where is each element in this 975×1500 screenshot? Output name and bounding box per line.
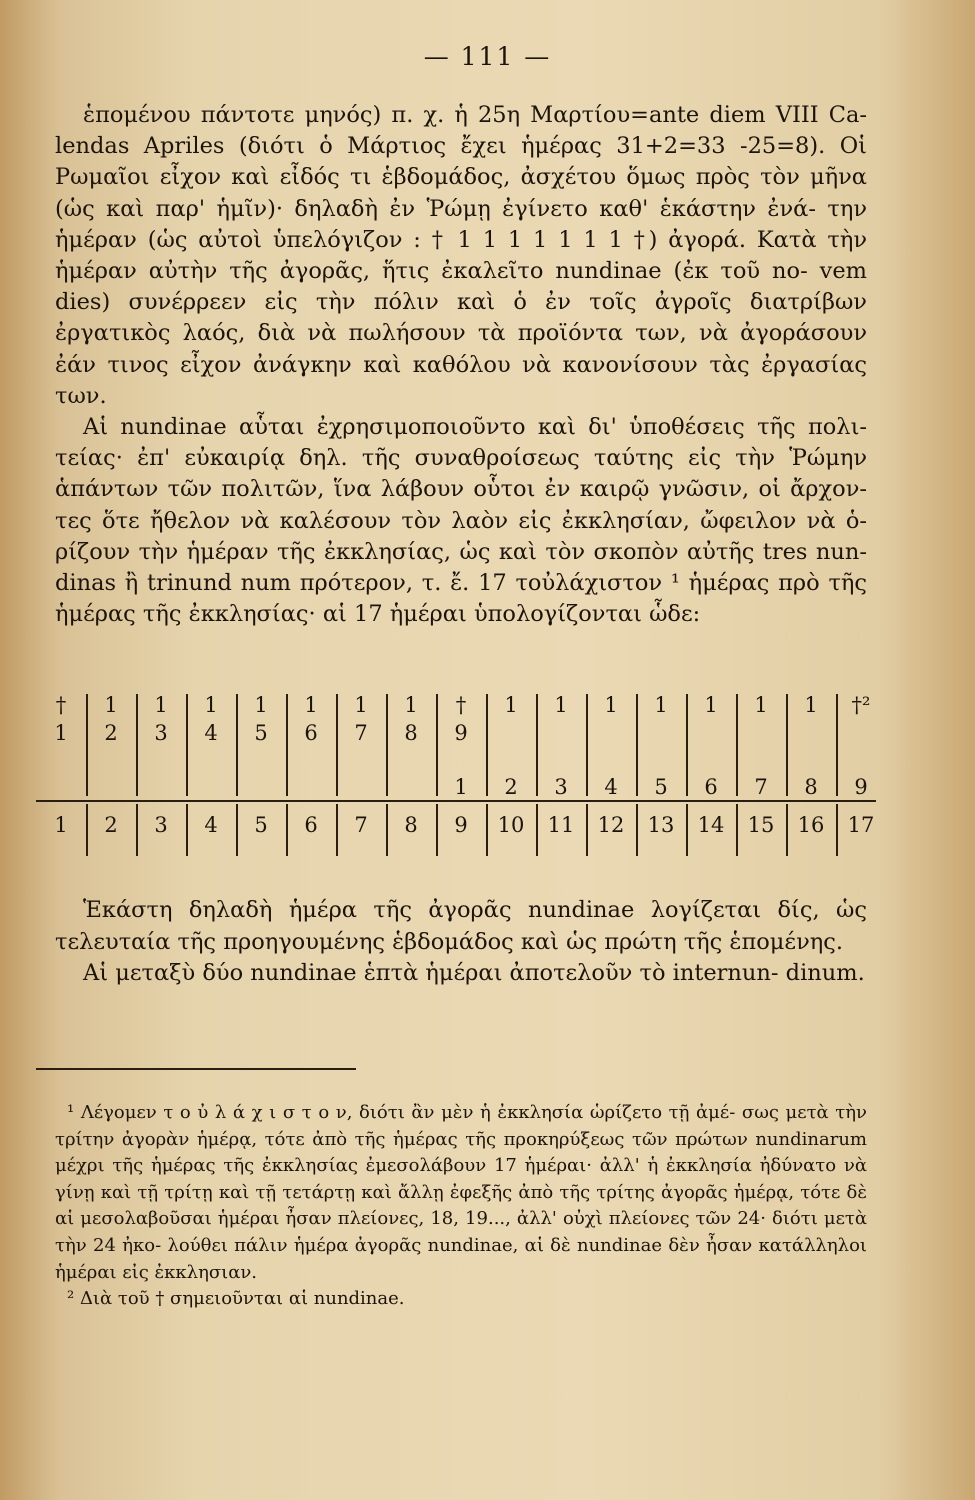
text-line: ¹ Λέγομεν τ ο ὐ λ ά χ ι σ τ ο ν, διότι ἂν μὲν ἡ ἐκκλησία ὡρίζετο τῇ ἀμέ- xyxy=(67,1102,736,1123)
text-line: ἁπάντων τῶν πολιτῶν, ἵνα λάβουν οὗτοι ἐν καιρῷ γνῶσιν, οἱ ἄρχον- xyxy=(55,476,867,503)
row-second-count xyxy=(36,772,876,802)
after-table-text xyxy=(55,895,867,990)
calendar-cell: 3 xyxy=(154,813,168,837)
calendar-cell: 1 xyxy=(304,693,318,717)
calendar-cell: 1 xyxy=(804,693,818,717)
column-divider xyxy=(786,694,788,796)
calendar-cell: 1 xyxy=(754,693,768,717)
text-line: ἡμέραι· ἀλλ' ἡ ἐκκλησία ἠδύνατο νὰ γίνῃ καὶ τῇ τρίτῃ καὶ τῇ τετάρτῃ καὶ xyxy=(55,1155,867,1203)
column-divider xyxy=(286,804,288,856)
row-day-numbers xyxy=(36,810,876,840)
text-line: ἐάν τινος εἶχον ἀνάγκην καὶ καθόλου νὰ κανονίσουν τὰς ἐργασίας των. xyxy=(55,351,867,409)
text-line: lendas Apriles (διότι ὁ Μάρτιος ἔχει ἡμέρας 31+2=33 -25=8). xyxy=(55,133,826,160)
calendar-cell: 1 xyxy=(454,775,468,799)
column-divider xyxy=(236,804,238,856)
column-divider xyxy=(136,804,138,856)
calendar-cell: 1 xyxy=(554,693,568,717)
calendar-cell: † xyxy=(55,693,67,717)
calendar-cell: 3 xyxy=(154,721,168,745)
column-divider xyxy=(236,694,238,796)
column-divider xyxy=(686,694,688,796)
row-first-count xyxy=(36,718,876,748)
calendar-cell: 16 xyxy=(797,813,825,837)
paragraph-roman-week xyxy=(55,100,867,412)
calendar-cell: 9 xyxy=(454,813,468,837)
column-divider xyxy=(786,804,788,856)
calendar-cell: 2 xyxy=(104,721,118,745)
calendar-cell: 1 xyxy=(104,693,118,717)
text-line: ἡμέραι εἰς ἐκκλησιαν. xyxy=(55,1261,258,1283)
column-divider xyxy=(286,694,288,796)
calendar-cell: 6 xyxy=(304,721,318,745)
column-divider xyxy=(536,694,538,796)
calendar-cell: 4 xyxy=(204,721,218,745)
column-divider xyxy=(86,694,88,796)
text-line: ² Διὰ τοῦ † σημειοῦνται αἱ nundinae. xyxy=(67,1288,405,1310)
text-line: τῶν πρώτων nundinarum μέχρι τῆς ἡμέρας τῆς ἐκκλησίας ἐμεσολάβουν 17 xyxy=(55,1128,867,1177)
paragraph-internundinum xyxy=(55,958,867,990)
text-line: vem dies) συνέρρεεν εἰς τὴν πόλιν καὶ ὁ ἐν τοῖς ἀγροῖς διατρίβων xyxy=(55,258,868,316)
row-divider xyxy=(36,800,876,802)
footnote-2 xyxy=(55,1286,867,1313)
text-line: Ἑκάστη δηλαδὴ ἡμέρα τῆς ἀγορᾶς nundinae λογίζεται δίς, ὡς xyxy=(83,897,867,923)
column-divider xyxy=(486,804,488,856)
text-line: τὴν ἡμέραν αὐτὴν τῆς ἀγορᾶς, ἥτις ἐκαλεῖτο nundinae (ἐκ τοῦ no- xyxy=(55,226,867,285)
calendar-cell: 1 xyxy=(204,693,218,717)
calendar-cell: 13 xyxy=(647,813,675,837)
calendar-cell: 1 xyxy=(404,693,418,717)
calendar-cell: 11 xyxy=(547,813,575,837)
calendar-cell: 1 xyxy=(704,693,718,717)
calendar-cell: 6 xyxy=(304,813,318,837)
calendar-cell: 9 xyxy=(854,775,868,799)
calendar-cell: 10 xyxy=(497,813,525,837)
text-line: dinas ἢ trinund num πρότερον, τ. ἔ. 17 τοὐλάχιστον ¹ ἡμέρας πρὸ xyxy=(55,570,820,597)
calendar-cell: 5 xyxy=(254,813,268,837)
column-divider xyxy=(836,804,838,856)
text-line: ἦσαν πλείονες, 18, 19..., ἀλλ' οὐχὶ πλείονες τῶν 24· διότι μετὰ τὴν 24 ἠκο- xyxy=(55,1208,868,1256)
text-line: τες ὅτε ἤθελον νὰ καλέσουν τὸν λαὸν εἰς ἐκκλησίαν, ὤφειλον νὰ ὁ- xyxy=(55,507,867,534)
text-line: τῆς ἡμέρας τῆς ἐκκλησίας· αἱ 17 ἡμέραι ὑπολογίζονται ὧδε: xyxy=(55,570,868,628)
calendar-cell: † xyxy=(455,693,467,717)
column-divider xyxy=(336,804,338,856)
column-divider xyxy=(336,694,338,796)
column-divider xyxy=(186,804,188,856)
text-line: Αἱ μεταξὺ δύο nundinae ἑπτὰ ἡμέραι ἀποτελοῦν τὸ internun- xyxy=(83,960,779,986)
calendar-cell: 1 xyxy=(154,693,168,717)
text-line: τελευταία τῆς προηγουμένης ἑβδομάδος καὶ ὡς πρώτη τῆς ἑπομένης. xyxy=(55,928,843,955)
column-divider xyxy=(136,694,138,796)
page-number: — 111 — xyxy=(423,42,552,71)
calendar-grid xyxy=(36,690,876,860)
calendar-cell: 4 xyxy=(604,775,618,799)
calendar-cell: †² xyxy=(851,693,871,717)
text-line: Οἱ Ρωμαῖοι εἶχον καὶ εἶδός τι ἑβδομάδος, ἀσχέτου ὅμως πρὸς τὸν xyxy=(55,133,867,191)
calendar-cell: 7 xyxy=(354,813,368,837)
column-divider xyxy=(836,694,838,796)
calendar-cell: 4 xyxy=(204,813,218,837)
column-divider xyxy=(86,804,88,856)
footnotes xyxy=(55,1100,867,1313)
calendar-cell: 1 xyxy=(504,693,518,717)
footnote-1 xyxy=(55,1100,867,1286)
calendar-cell: 8 xyxy=(404,721,418,745)
calendar-cell: 5 xyxy=(254,721,268,745)
column-divider xyxy=(536,804,538,856)
text-line: σως μετὰ τὴν τρίτην ἀγορὰν ἡμέρᾳ, τότε ἀπὸ τῆς ἡμέρας τῆς προκηρύξεως xyxy=(55,1102,867,1150)
calendar-cell: 17 xyxy=(847,813,875,837)
calendar-cell: 12 xyxy=(597,813,625,837)
column-divider xyxy=(436,694,438,796)
calendar-cell: 15 xyxy=(747,813,775,837)
calendar-cell: 9 xyxy=(454,721,468,745)
column-divider xyxy=(386,694,388,796)
calendar-cell: 7 xyxy=(354,721,368,745)
calendar-cell: 1 xyxy=(654,693,668,717)
column-divider xyxy=(586,804,588,856)
paragraph-market-day xyxy=(55,895,867,958)
column-divider xyxy=(486,694,488,796)
column-divider xyxy=(436,804,438,856)
text-line: ἄλλῃ ἐφεξῆς ἀπὸ τῆς τρίτης ἀγορᾶς ἡμέρᾳ, τότε δὲ αἱ μεσολαβοῦσαι ἡμέραι xyxy=(55,1181,867,1230)
calendar-cell: 1 xyxy=(604,693,618,717)
paragraph-nundinae xyxy=(55,412,867,630)
calendar-cell: 2 xyxy=(104,813,118,837)
nundinae-day-table xyxy=(36,690,876,860)
text-line: ρίζουν τὴν ἡμέραν τῆς ἐκκλησίας, ὡς καὶ τὸν σκοπὸν αὐτῆς tres nun- xyxy=(55,538,867,565)
column-divider xyxy=(636,694,638,796)
calendar-cell: 14 xyxy=(697,813,725,837)
calendar-cell: 1 xyxy=(254,693,268,717)
calendar-cell: 8 xyxy=(404,813,418,837)
column-divider xyxy=(636,804,638,856)
column-divider xyxy=(386,804,388,856)
column-divider xyxy=(586,694,588,796)
row-market-markers xyxy=(36,690,876,720)
text-line: Αἱ nundinae αὗται ἐχρησιμοποιοῦντο καὶ δι' ὑποθέσεις τῆς πολι- xyxy=(83,414,867,441)
calendar-cell: 3 xyxy=(554,775,568,799)
column-divider xyxy=(186,694,188,796)
text-line: ἑπομένου πάντοτε μηνός) π. χ. ἡ 25η Μαρτίου=ante diem VIII Ca- xyxy=(83,102,867,128)
column-divider xyxy=(736,804,738,856)
calendar-cell: 5 xyxy=(654,775,668,799)
main-text xyxy=(55,100,867,630)
calendar-cell: 7 xyxy=(754,775,768,799)
text-line: την ἡμέραν (ὡς αὐτοὶ ὑπελόγιζον : † 1 1 1 1 1 1 1 †) ἀγορά. Κατὰ xyxy=(55,195,868,253)
column-divider xyxy=(736,694,738,796)
calendar-cell: 1 xyxy=(354,693,368,717)
column-divider xyxy=(686,804,688,856)
calendar-cell: 1 xyxy=(54,813,68,837)
text-line: ἐργατικὸς λαός, διὰ νὰ πωλήσουν τὰ προϊόντα των, νὰ ἀγοράσουν xyxy=(55,320,867,347)
calendar-cell: 6 xyxy=(704,775,718,799)
calendar-cell: 8 xyxy=(804,775,818,799)
text-line: λούθει πάλιν ἡμέρα ἀγορᾶς nundinae, αἱ δὲ nundinae δὲν ἦσαν κατάλληλοι xyxy=(167,1234,867,1256)
calendar-cell: 1 xyxy=(54,721,68,745)
calendar-cell: 2 xyxy=(504,775,518,799)
text-line: μῆνα (ὡς καὶ παρ' ἡμῖν)· δηλαδὴ ἐν Ῥώμῃ ἐγίνετο καθ' ἑκάστην ἐνά- xyxy=(55,164,868,222)
text-line: τείας· ἐπ' εὐκαιρίᾳ δηλ. τῆς συναθροίσεως ταύτης εἰς τὴν Ῥώμην xyxy=(55,445,867,472)
text-line: dinum. xyxy=(785,960,865,986)
footnote-separator xyxy=(36,1068,356,1070)
